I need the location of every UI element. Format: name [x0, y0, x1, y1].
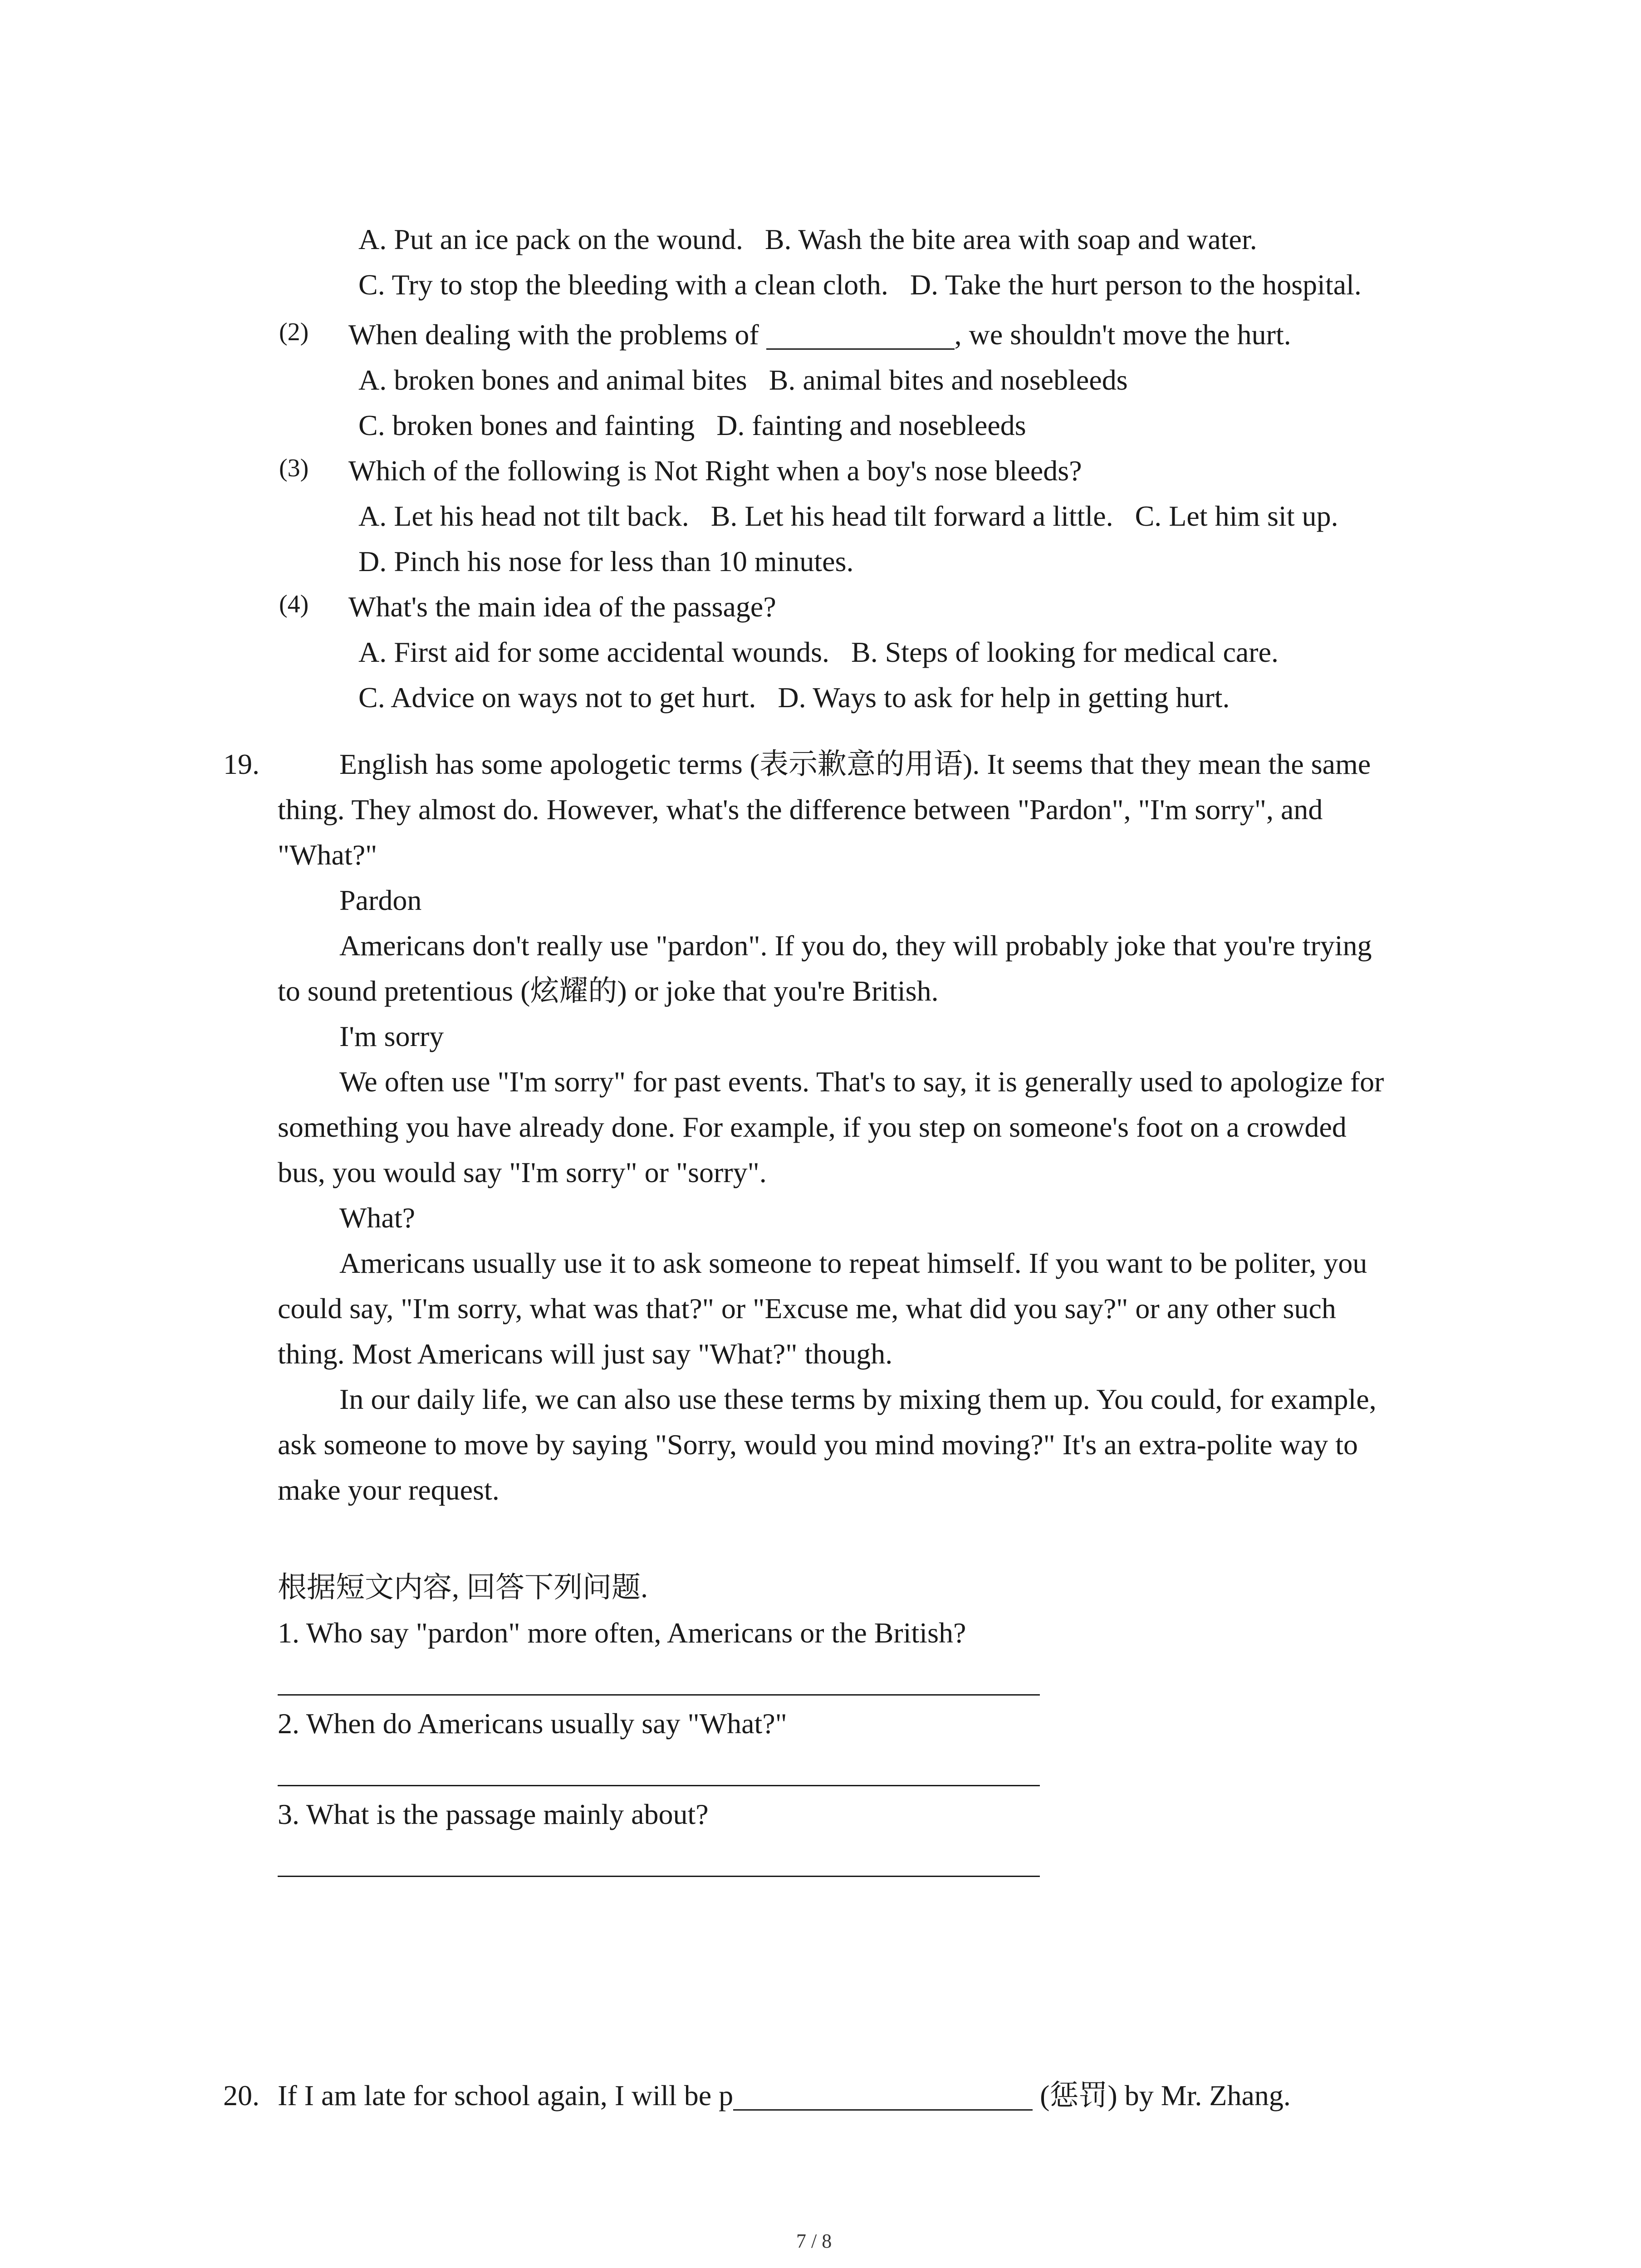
q19-answer-line-1[interactable]: [278, 1694, 1040, 1696]
q18-2-option-a: A. broken bones and animal bites: [358, 364, 747, 396]
q19-para3-line1: We often use "I'm sorry" for past events. That's to say, it is generally used to apologize for: [339, 1066, 1384, 1098]
q18-2-option-c: C. broken bones and fainting: [358, 409, 695, 441]
q18-2-blank: [766, 317, 955, 350]
q19-para4-line2: could say, "I'm sorry, what was that?" or "Excuse me, what did you say?" or any other such: [278, 1292, 1336, 1325]
q20-blank[interactable]: [733, 2077, 1033, 2111]
q18-2-stem: When dealing with the problems of: [348, 318, 759, 351]
q19-para5-line2: ask someone to move by saying "Sorry, would you mind moving?" It's an extra-polite way to: [278, 1428, 1358, 1461]
q18-4-number: (4): [279, 590, 309, 618]
q20-text-after: (惩罚) by Mr. Zhang.: [1040, 2079, 1291, 2112]
q19-heading-sorry: I'm sorry: [339, 1020, 444, 1052]
q18-3-option-d: D. Pinch his nose for less than 10 minutes.: [358, 545, 854, 577]
q19-question-2: 2. When do Americans usually say "What?": [278, 1707, 787, 1740]
q19-para5-line3: make your request.: [278, 1474, 500, 1506]
q20-number: 20.: [223, 2079, 260, 2112]
q18-3-option-c: C. Let him sit up.: [1135, 500, 1338, 532]
q18-1-option-d: D. Take the hurt person to the hospital.: [910, 269, 1362, 301]
q18-2-number: (2): [279, 318, 309, 346]
q19-question-1: 1. Who say "pardon" more often, Americans or the British?: [278, 1617, 966, 1649]
q19-para3-line3: bus, you would say "I'm sorry" or "sorry".: [278, 1156, 767, 1188]
q19-para4-line1: Americans usually use it to ask someone to repeat himself. If you want to be politer, you: [339, 1247, 1367, 1279]
q18-4-option-a: A. First aid for some accidental wounds.: [358, 636, 829, 668]
q18-3-stem: Which of the following is Not Right when a boy's nose bleeds?: [348, 455, 1082, 487]
q19-para4-line3: thing. Most Americans will just say "What?" though.: [278, 1338, 893, 1370]
q20-text-before: If I am late for school again, I will be p: [278, 2079, 734, 2112]
q18-4-option-c: C. Advice on ways not to get hurt.: [358, 681, 756, 714]
q19-para2-line2: to sound pretentious (炫耀的) or joke that you're British.: [278, 975, 939, 1007]
q19-number: 19.: [223, 748, 260, 780]
q19-answer-line-3[interactable]: [278, 1876, 1040, 1877]
q18-2-stem-end: , we shouldn't move the hurt.: [954, 318, 1291, 351]
q18-4-stem: What's the main idea of the passage?: [348, 591, 776, 623]
q19-question-3: 3. What is the passage mainly about?: [278, 1798, 709, 1830]
q18-1-option-c: C. Try to stop the bleeding with a clean cloth.: [358, 269, 888, 301]
q19-para5-line1: In our daily life, we can also use these terms by mixing them up. You could, for example,: [339, 1383, 1376, 1415]
q18-4-option-d: D. Ways to ask for help in getting hurt.: [778, 681, 1230, 714]
q18-3-number: (3): [279, 454, 309, 482]
q19-para1-line2: thing. They almost do. However, what's the difference between "Pardon", "I'm sorry", and: [278, 793, 1323, 826]
q19-answer-line-2[interactable]: [278, 1785, 1040, 1786]
q19-para1-line1: English has some apologetic terms (表示歉意的用语). It seems that they mean the same: [339, 748, 1371, 780]
q18-3-option-a: A. Let his head not tilt back.: [358, 500, 689, 532]
q19-para1-line3: "What?": [278, 839, 377, 871]
q18-1-option-a: A. Put an ice pack on the wound.: [358, 223, 743, 255]
q19-para2-line1: Americans don't really use "pardon". If you do, they will probably joke that you're trying: [339, 929, 1372, 962]
q19-heading-what: What?: [339, 1202, 415, 1234]
q18-3-option-b: B. Let his head tilt forward a little.: [710, 500, 1113, 532]
q19-para3-line2: something you have already done. For example, if you step on someone's foot on a crowded: [278, 1111, 1347, 1143]
q18-4-option-b: B. Steps of looking for medical care.: [851, 636, 1279, 668]
q18-1-option-b: B. Wash the bite area with soap and water.: [764, 223, 1257, 255]
q19-heading-pardon: Pardon: [339, 884, 422, 916]
q18-2-option-d: D. fainting and nosebleeds: [716, 409, 1026, 441]
q19-instruction: 根据短文内容, 回答下列问题.: [278, 1571, 648, 1603]
q18-2-option-b: B. animal bites and nosebleeds: [769, 364, 1128, 396]
page-number: 7 / 8: [796, 2230, 832, 2252]
